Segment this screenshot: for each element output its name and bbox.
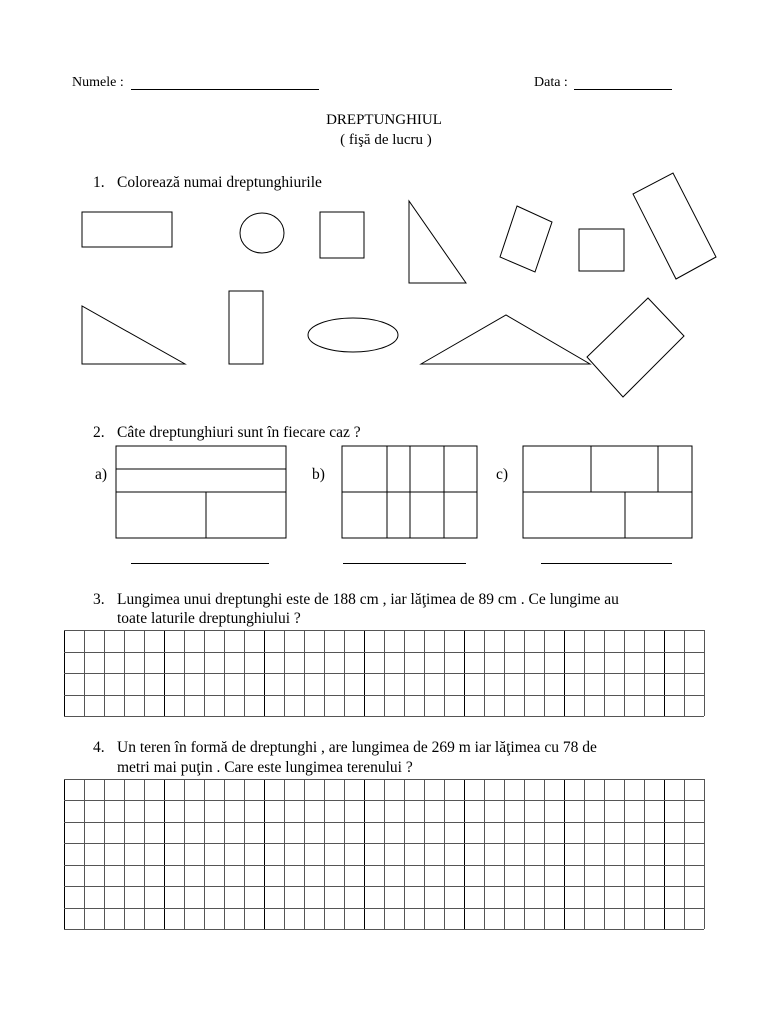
q4-line2: metri mai puţin . Care este lungimea terenului ? (117, 759, 413, 776)
q4-number: 4. (93, 739, 105, 756)
q2-text: Câte dreptunghiuri sunt în fiecare caz ? (117, 424, 361, 441)
page-title: DREPTUNGHIUL (326, 112, 442, 128)
q2-label-b: b) (312, 466, 325, 483)
q3-number: 3. (93, 591, 105, 608)
date-label: Data : (534, 75, 568, 90)
q3-line1: Lungimea unui dreptunghi este de 188 cm , iar lăţimea de 89 cm . Ce lungime au (117, 591, 619, 608)
q2-label-c: c) (496, 466, 509, 483)
name-label: Numele : (72, 75, 124, 90)
q3-line2: toate laturile dreptunghiului ? (117, 610, 301, 627)
q1-number: 1. (93, 174, 105, 191)
q2-number: 2. (93, 424, 105, 441)
q4-line1: Un teren în formă de dreptunghi , are lungimea de 269 m iar lăţimea cu 78 de (117, 739, 597, 756)
grid4-lines (64, 779, 705, 930)
q1-text: Colorează numai dreptunghiurile (117, 174, 322, 191)
page-subtitle: ( fişă de lucru ) (340, 132, 432, 148)
q2-label-a: a) (95, 466, 108, 483)
